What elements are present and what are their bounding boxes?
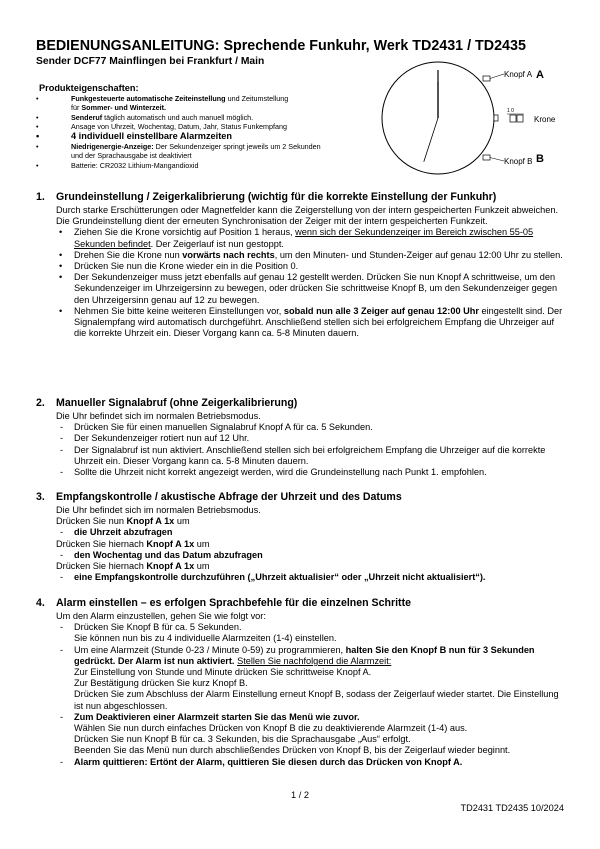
indented-line: Drücken Sie nun Knopf B für ca. 3 Sekunden, bis die Sprachausgabe „Aus“ erfolgt.: [74, 734, 411, 745]
section-4: [36, 597, 566, 768]
document-title: BEDIENUNGSANLEITUNG: Sprechende Funkuhr, Werk TD2431 / TD2435: [36, 38, 526, 54]
instruction-line: Drücken Sie hiernach Knopf A 1x um: [56, 538, 210, 549]
section-intro: Durch starke Erschütterungen oder Magnetfelder kann die Zeigerstellung von der intern gespeicherten Funkzeit abweichen. Die Grundeinstellung dient der erneuten Synchronisation der Zeiger mit der intern gespeicherten Funkzeit.: [56, 205, 559, 227]
knopf-b-label: Knopf B: [504, 157, 533, 166]
indented-line: Drücken Sie zum Abschluss der Alarm Einstellung erneut Knopf B, sodass der Zeigerlauf wieder startet. Die Einstellung ist nun abgeschlossen.: [74, 689, 559, 711]
section-heading: 3. Empfangskontrolle / akustische Abfrage der Uhrzeit und des Datums: [36, 491, 402, 503]
feature-item: • Funkgesteuerte automatische Zeiteinstellung und Zeitumstellung für Sommer- und Winterzeit.: [36, 94, 376, 113]
knopf-a-button: [483, 76, 490, 81]
second-hand: [424, 118, 438, 162]
dash-item: - Drücken Sie Knopf B für ca. 5 Sekunden.: [36, 622, 566, 633]
feature-item: • Senderuf täglich automatisch und auch manuell möglich.: [36, 113, 376, 122]
bullet-item: • Der Sekundenzeiger muss jetzt ebenfalls auf genau 12 gestellt werden. Drücken Sie nun Knopf A schrittweise, um den Sekundenzeiger im Uhrzeigersinn zu bewegen, oder drücken Sie schrittweise Knopf B, um den Sekundenzeiger gegen den Uhrzeigersinn genau auf 12 zu bewegen.: [36, 272, 566, 306]
dash-item: - Der Sekundenzeiger rotiert nun auf 12 Uhr.: [36, 433, 566, 444]
label-b: B: [536, 153, 544, 165]
bullet-item: • Ziehen Sie die Krone vorsichtig auf Position 1 heraus, wenn sich der Sekundenzeiger im Bereich zwischen 55-05 Sekunden befindet. Der Zeigerlauf ist nun gestoppt.: [36, 227, 566, 249]
document-code: TD2431 TD2435 10/2024: [460, 803, 564, 813]
indented-line: Zur Bestätigung drücken Sie kurz Knopf B.: [74, 678, 248, 689]
dash-item: - Alarm quittieren: Ertönt der Alarm, quittieren Sie diesen durch das Drücken von Knopf A.: [36, 757, 566, 768]
instruction-line: Drücken Sie hiernach Knopf A 1x um: [56, 561, 210, 572]
feature-item: • Batterie: CR2032 Lithium-Mangandioxid: [36, 161, 376, 170]
crown-part: [494, 115, 498, 121]
crown-part: [510, 115, 516, 122]
bullet-item: • Drehen Sie die Krone nun vorwärts nach rechts, um den Minuten- und Stunden-Zeiger auf genau 12:00 Uhr zu stellen.: [36, 250, 566, 261]
section-intro: Die Uhr befindet sich im normalen Betriebsmodus.: [56, 411, 261, 421]
dash-item: - Der Signalabruf ist nun aktiviert. Anschließend stellen sich bei erfolgreichem Empfang die Uhrzeiger auf die korrekte Uhrzeit ein. Dieser Vorgang kann ca. 5-8 Minuten dauern.: [36, 445, 566, 467]
features-heading: Produkteigenschaften:: [39, 83, 139, 93]
dash-item: - die Uhrzeit abzufragen: [36, 527, 566, 538]
indented-line: Beenden Sie das Menü nun durch abschließendes Drücken von Knopf B, bis der Zeigerlauf wieder beginnt.: [74, 745, 511, 756]
dash-item: - Zum Deaktivieren einer Alarmzeit starten Sie das Menü wie zuvor.: [36, 712, 566, 723]
page-number: 1 / 2: [291, 790, 309, 800]
section-intro: Die Uhr befindet sich im normalen Betriebsmodus.: [56, 505, 261, 515]
section-3: [36, 491, 566, 583]
indented-line: Sie können nun bis zu 4 individuelle Alarmzeiten (1-4) einstellen.: [74, 633, 337, 644]
dash-item: - eine Empfangskontrolle durchzuführen („Uhrzeit aktualisier“ oder „Uhrzeit nicht aktualisiert“).: [36, 572, 566, 583]
knopf-a-leader: [490, 74, 504, 79]
knopf-b-button: [483, 155, 490, 160]
dash-item: - den Wochentag und das Datum abzufragen: [36, 550, 566, 561]
feature-item: • 4 individuell einstellbare Alarmzeiten: [36, 131, 376, 142]
document-subtitle: Sender DCF77 Mainflingen bei Frankfurt / Main: [36, 56, 265, 67]
knopf-b-leader: [490, 158, 504, 162]
section-2: [36, 397, 566, 478]
instruction-line: Drücken Sie nun Knopf A 1x um: [56, 516, 190, 527]
section-intro: Um den Alarm einzustellen, gehen Sie wie folgt vor:: [56, 611, 266, 621]
section-1: [36, 191, 566, 339]
feature-item: • Niedrigenergie-Anzeige: Der Sekundenzeiger springt jeweils um 2 Sekunden und der Sprachausgabe ist deaktiviert: [36, 142, 376, 161]
crown-part: [517, 115, 523, 122]
dash-item: - Drücken Sie für einen manuellen Signalabruf Knopf A für ca. 5 Sekunden.: [36, 422, 566, 433]
bullet-item: • Nehmen Sie bitte keine weiteren Einstellungen vor, sobald nun alle 3 Zeiger auf genau 12:00 Uhr eingestellt sind. Der Signalempfang wird automatisch durchgeführt. Anschließend stellen sich bei erfolgreichem Empfang die Uhrzeiger auf die korrekte Uhrzeit ein. Dieser Vorgang kann ca. 5-8 Minuten dauern.: [36, 306, 566, 340]
indented-line: Zur Einstellung von Stunde und Minute drücken Sie schrittweise Knopf A.: [74, 667, 372, 678]
crown-label: Krone: [534, 115, 556, 124]
features-list: [36, 94, 376, 170]
indented-line: Wählen Sie nun durch einfaches Drücken von Knopf B die zu deaktivierende Alarmzeit (1-4) aus.: [74, 723, 468, 734]
clock-diagram: [380, 60, 570, 180]
section-heading: 1. Grundeinstellung / Zeigerkalibrierung (wichtig für die korrekte Einstellung der Funkuhr): [36, 191, 497, 203]
dash-item: - Sollte die Uhrzeit nicht korrekt angezeigt werden, wird die Grundeinstellung nach Punkt 1. empfohlen.: [36, 467, 566, 478]
crown-position-label: 1 0: [507, 108, 514, 114]
bullet-item: • Drücken Sie nun die Krone wieder ein in die Position 0.: [36, 261, 566, 272]
feature-item: • Ansage von Uhrzeit, Wochentag, Datum, Jahr, Status Funkempfang: [36, 122, 376, 131]
label-a: A: [536, 69, 544, 81]
dash-item: - Um eine Alarmzeit (Stunde 0-23 / Minute 0-59) zu programmieren, halten Sie den Knopf B nun für 3 Sekunden gedrückt. Der Alarm ist nun aktiviert. Stellen Sie nachfolgend die Alarmzeit:: [36, 645, 566, 667]
knopf-a-label: Knopf A: [504, 70, 533, 79]
section-heading: 4. Alarm einstellen – es erfolgen Sprachbefehle für die einzelnen Schritte: [36, 597, 411, 609]
section-heading: 2. Manueller Signalabruf (ohne Zeigerkalibrierung): [36, 397, 298, 409]
